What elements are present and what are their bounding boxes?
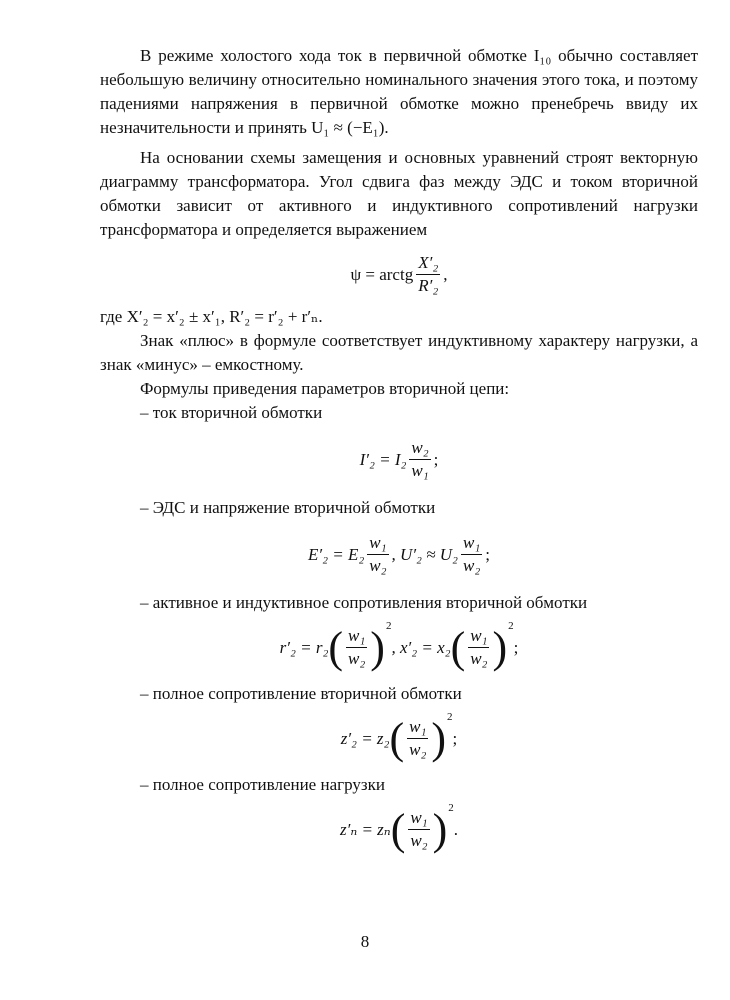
formula-active-denominator: w₂ bbox=[348, 649, 366, 668]
list-item-load: – полное сопротивление нагрузки bbox=[140, 775, 385, 794]
list-item-current: – ток вторичной обмотки bbox=[140, 403, 323, 422]
left-paren-icon: ( bbox=[390, 804, 406, 854]
formula-load-denominator: w₂ bbox=[410, 831, 428, 850]
formula-active-numerator: w₁ bbox=[346, 625, 367, 648]
formula-emf-lhs: E′₂ = E₂ bbox=[308, 544, 365, 564]
formula-emf-numerator: w₁ bbox=[367, 532, 388, 555]
formula-voltage-denominator: w₂ bbox=[462, 556, 481, 575]
formula-load-power: 2 bbox=[448, 801, 454, 814]
formula-emf-fraction bbox=[367, 532, 388, 577]
formula-current-numerator: w₂ bbox=[409, 437, 430, 460]
formula-current-tail: ; bbox=[433, 449, 439, 469]
formula-emf-voltage-tail: ; bbox=[485, 544, 490, 564]
right-paren-icon: ) bbox=[370, 622, 385, 672]
paragraph-vector-diagram: На основании схемы замещения и основных уравнений строят векторную диаграмму трансформатора. Угол сдвига фаз между ЭДС и током вторичной обмотки зависит от активного и индуктивного сопротивлений нагрузки трансформатора и определяется выражением bbox=[100, 148, 698, 239]
paragraph-reduction-formulas: Формулы приведения параметров вторичной цепи: bbox=[140, 379, 510, 398]
formula-psi-numerator: X′₂ bbox=[416, 252, 440, 275]
formula-total-secondary-lhs: z′₂ = z₂ bbox=[340, 728, 390, 748]
formula-total-secondary bbox=[100, 710, 698, 763]
list-item-total-secondary: – полное сопротивление вторичной обмотки bbox=[140, 684, 462, 703]
formula-psi-denominator: R′₂ bbox=[418, 276, 439, 295]
formula-total-secondary-power: 2 bbox=[447, 710, 453, 723]
left-paren-icon: ( bbox=[328, 622, 344, 672]
right-paren-icon: ) bbox=[431, 713, 447, 763]
formula-total-secondary-denominator: w₂ bbox=[409, 740, 427, 759]
formula-inductive-lhs: , x′₂ = x₂ bbox=[391, 637, 451, 657]
right-paren-icon: ) bbox=[492, 622, 508, 672]
formula-load-numerator: w₁ bbox=[408, 807, 429, 830]
left-paren-icon: ( bbox=[450, 622, 466, 672]
formula-load-tail: . bbox=[453, 819, 458, 839]
formula-active-fraction bbox=[346, 625, 367, 670]
formula-voltage-fraction bbox=[461, 532, 482, 577]
list-item-emf-voltage: – ЭДС и напряжение вторичной обмотки bbox=[140, 498, 436, 517]
formula-inductive-power: 2 bbox=[508, 619, 514, 632]
formula-psi bbox=[100, 252, 698, 297]
formula-inductive-denominator: w₂ bbox=[470, 649, 488, 668]
formula-load-fraction bbox=[408, 807, 429, 852]
formula-current-denominator: w₁ bbox=[411, 461, 429, 480]
formula-active-lhs: r′₂ = r₂ bbox=[279, 637, 329, 657]
formula-total-secondary-tail: ; bbox=[452, 728, 458, 748]
right-paren-icon: ) bbox=[432, 804, 448, 854]
formula-emf-voltage bbox=[100, 532, 698, 577]
paragraph-where: где X′₂ = x′₂ ± x′₁, R′₂ = r′₂ + r′ₙ. bbox=[100, 307, 323, 326]
left-paren-icon: ( bbox=[389, 713, 405, 763]
formula-inductive-numerator: w₁ bbox=[468, 625, 489, 648]
page-number: 8 bbox=[360, 932, 370, 951]
formula-voltage-lhs: , U′₂ ≈ U₂ bbox=[391, 544, 458, 564]
formula-inductive-fraction bbox=[468, 625, 489, 670]
list-item-active-inductive: – активное и индуктивное сопротивления вторичной обмотки bbox=[140, 593, 588, 612]
formula-voltage-numerator: w₁ bbox=[461, 532, 482, 555]
formula-active-power: 2 bbox=[385, 619, 392, 632]
formula-total-secondary-numerator: w₁ bbox=[407, 716, 428, 739]
formula-psi-lhs: ψ = arctg bbox=[350, 264, 414, 284]
paragraph-sign-meaning: Знак «плюс» в формуле соответствует индуктивному характеру нагрузки, а знак «минус» – емкостному. bbox=[100, 331, 698, 374]
formula-psi-fraction bbox=[416, 252, 440, 297]
formula-load-lhs: z′ₙ = zₙ bbox=[339, 819, 391, 839]
formula-emf-denominator: w₂ bbox=[369, 556, 387, 575]
formula-active-inductive-tail: ; bbox=[513, 637, 519, 657]
formula-load bbox=[100, 801, 698, 854]
paragraph-idle-mode: В режиме холостого хода ток в первичной обмотке I₁₀ обычно составляет небольшую величину относительно номинального значения этого тока, и поэтому падениями напряжения в первичной обмотке можно пренебречь ввиду их незначительности и принять U₁ ≈ (−E₁). bbox=[100, 46, 698, 137]
formula-active-inductive bbox=[100, 619, 698, 672]
formula-current bbox=[100, 437, 698, 482]
formula-current-fraction bbox=[409, 437, 430, 482]
formula-total-secondary-fraction bbox=[407, 716, 428, 761]
page-body bbox=[100, 44, 698, 864]
formula-psi-tail: , bbox=[443, 264, 448, 284]
formula-current-lhs: I′₂ = I₂ bbox=[359, 449, 407, 469]
